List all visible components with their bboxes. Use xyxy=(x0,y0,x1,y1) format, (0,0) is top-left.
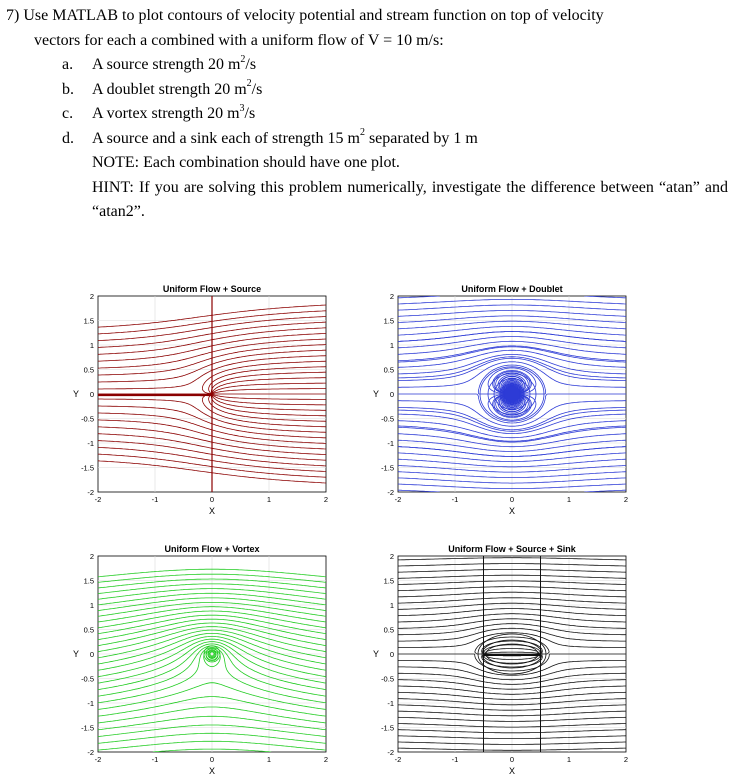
plot-vortex xyxy=(60,540,340,777)
item-label: c. xyxy=(62,105,74,122)
intro-line-1: Use MATLAB to plot contours of velocity potential and stream function on top of velocity xyxy=(23,7,604,24)
x-tick-label: -2 xyxy=(94,495,102,504)
x-tick-label: 2 xyxy=(623,755,629,764)
y-tick-label: -0.5 xyxy=(381,414,394,424)
plot-title: Uniform Flow + Source + Sink xyxy=(448,544,576,554)
x-tick-label: 0 xyxy=(209,755,215,764)
y-tick-label: 1 xyxy=(89,601,94,610)
y-tick-label: 1 xyxy=(389,341,394,350)
problem-intro xyxy=(6,4,728,29)
x-tick-label: 1 xyxy=(566,495,572,504)
y-tick-label: 0 xyxy=(89,390,94,399)
y-tick-label: 0.5 xyxy=(383,365,394,375)
item-text: A vortex strength 20 $m^3/s$ xyxy=(92,102,256,122)
y-tick-label: 0 xyxy=(389,390,394,399)
y-tick-label: -2 xyxy=(387,748,394,757)
item-text: A doublet strength 20 $m^2/s$ xyxy=(92,78,263,98)
hint-text: HINT: If you are solving this problem numerically, investigate the difference between “atan” and “atan2”. xyxy=(92,178,728,220)
y-tick-label: -2 xyxy=(87,488,94,497)
y-tick-label: 0 xyxy=(389,650,394,659)
plot-doublet xyxy=(360,280,640,520)
x-tick-label: 1 xyxy=(266,495,272,504)
y-tick-label: 2 xyxy=(389,292,394,301)
y-tick-label: -1 xyxy=(87,699,94,708)
x-tick-label: 1 xyxy=(566,755,572,764)
y-tick-label: -2 xyxy=(87,748,94,757)
item-text: A source and a sink each of strength 15 $m^2$ separated by 1 m xyxy=(92,127,478,147)
list-item xyxy=(6,127,728,152)
x-tick-label: 0 xyxy=(509,755,515,764)
problem-number: 7) xyxy=(6,7,20,24)
x-axis-label: X xyxy=(208,506,216,516)
problem-statement xyxy=(6,4,728,225)
x-tick-label: -1 xyxy=(451,755,459,764)
plot-title: Uniform Flow + Source xyxy=(162,284,262,294)
y-tick-label: -1.5 xyxy=(381,723,394,733)
y-tick-label: 1.5 xyxy=(83,316,94,326)
y-tick-label: 1.5 xyxy=(383,576,394,586)
x-tick-label: 2 xyxy=(323,755,329,764)
y-tick-label: 1.5 xyxy=(83,576,94,586)
y-axis-label: Y xyxy=(72,649,80,659)
list-item xyxy=(6,78,728,103)
y-tick-label: -1 xyxy=(87,439,94,448)
plot-source xyxy=(60,280,340,520)
y-tick-label: 2 xyxy=(89,292,94,301)
y-tick-label: 1 xyxy=(89,341,94,350)
y-tick-label: -1.5 xyxy=(81,463,94,473)
intro-line-2: vectors for each a combined with a uniform flow of V = 10 m/s: xyxy=(34,31,444,49)
y-tick-label: -1 xyxy=(387,439,394,448)
plot-title: Uniform Flow + Doublet xyxy=(461,284,563,294)
item-text: A source strength 20 $m^2/s$ xyxy=(92,53,257,73)
x-tick-label: 2 xyxy=(323,495,329,504)
y-tick-label: -1.5 xyxy=(381,463,394,473)
y-axis-label: Y xyxy=(72,389,80,399)
x-axis-label: X xyxy=(508,766,516,776)
y-tick-label: -0.5 xyxy=(381,674,394,684)
item-label: a. xyxy=(62,56,74,73)
y-tick-label: -0.5 xyxy=(81,674,94,684)
item-label: d. xyxy=(62,129,74,147)
x-tick-label: 0 xyxy=(509,495,515,504)
x-tick-label: -2 xyxy=(394,755,402,764)
y-tick-label: -2 xyxy=(387,488,394,497)
x-tick-label: -2 xyxy=(394,495,402,504)
x-axis-label: X xyxy=(208,766,216,776)
y-tick-label: 2 xyxy=(389,552,394,561)
list-item xyxy=(6,53,728,78)
x-tick-label: -1 xyxy=(451,495,459,504)
x-tick-label: 2 xyxy=(623,495,629,504)
y-axis-label: Y xyxy=(372,389,380,399)
y-tick-label: 1 xyxy=(389,601,394,610)
x-tick-label: -2 xyxy=(94,755,102,764)
y-axis-label: Y xyxy=(372,649,380,659)
list-item xyxy=(6,102,728,127)
y-tick-label: 0.5 xyxy=(83,365,94,375)
note-text: NOTE: Each combination should have one plot. xyxy=(92,154,400,171)
y-tick-label: 0.5 xyxy=(83,625,94,635)
x-tick-label: 0 xyxy=(209,495,215,504)
x-tick-label: -1 xyxy=(151,495,159,504)
item-label: b. xyxy=(62,80,74,98)
x-axis-label: X xyxy=(508,506,516,516)
y-tick-label: 1.5 xyxy=(383,316,394,326)
plot-source-sink xyxy=(360,540,640,777)
y-tick-label: -1.5 xyxy=(81,723,94,733)
y-tick-label: -0.5 xyxy=(81,414,94,424)
y-tick-label: 0 xyxy=(89,650,94,659)
x-tick-label: -1 xyxy=(151,755,159,764)
doublet-center xyxy=(504,386,520,402)
y-tick-label: 0.5 xyxy=(383,625,394,635)
y-tick-label: -1 xyxy=(387,699,394,708)
plot-title: Uniform Flow + Vortex xyxy=(164,544,260,554)
y-tick-label: 2 xyxy=(89,552,94,561)
x-tick-label: 1 xyxy=(266,755,272,764)
